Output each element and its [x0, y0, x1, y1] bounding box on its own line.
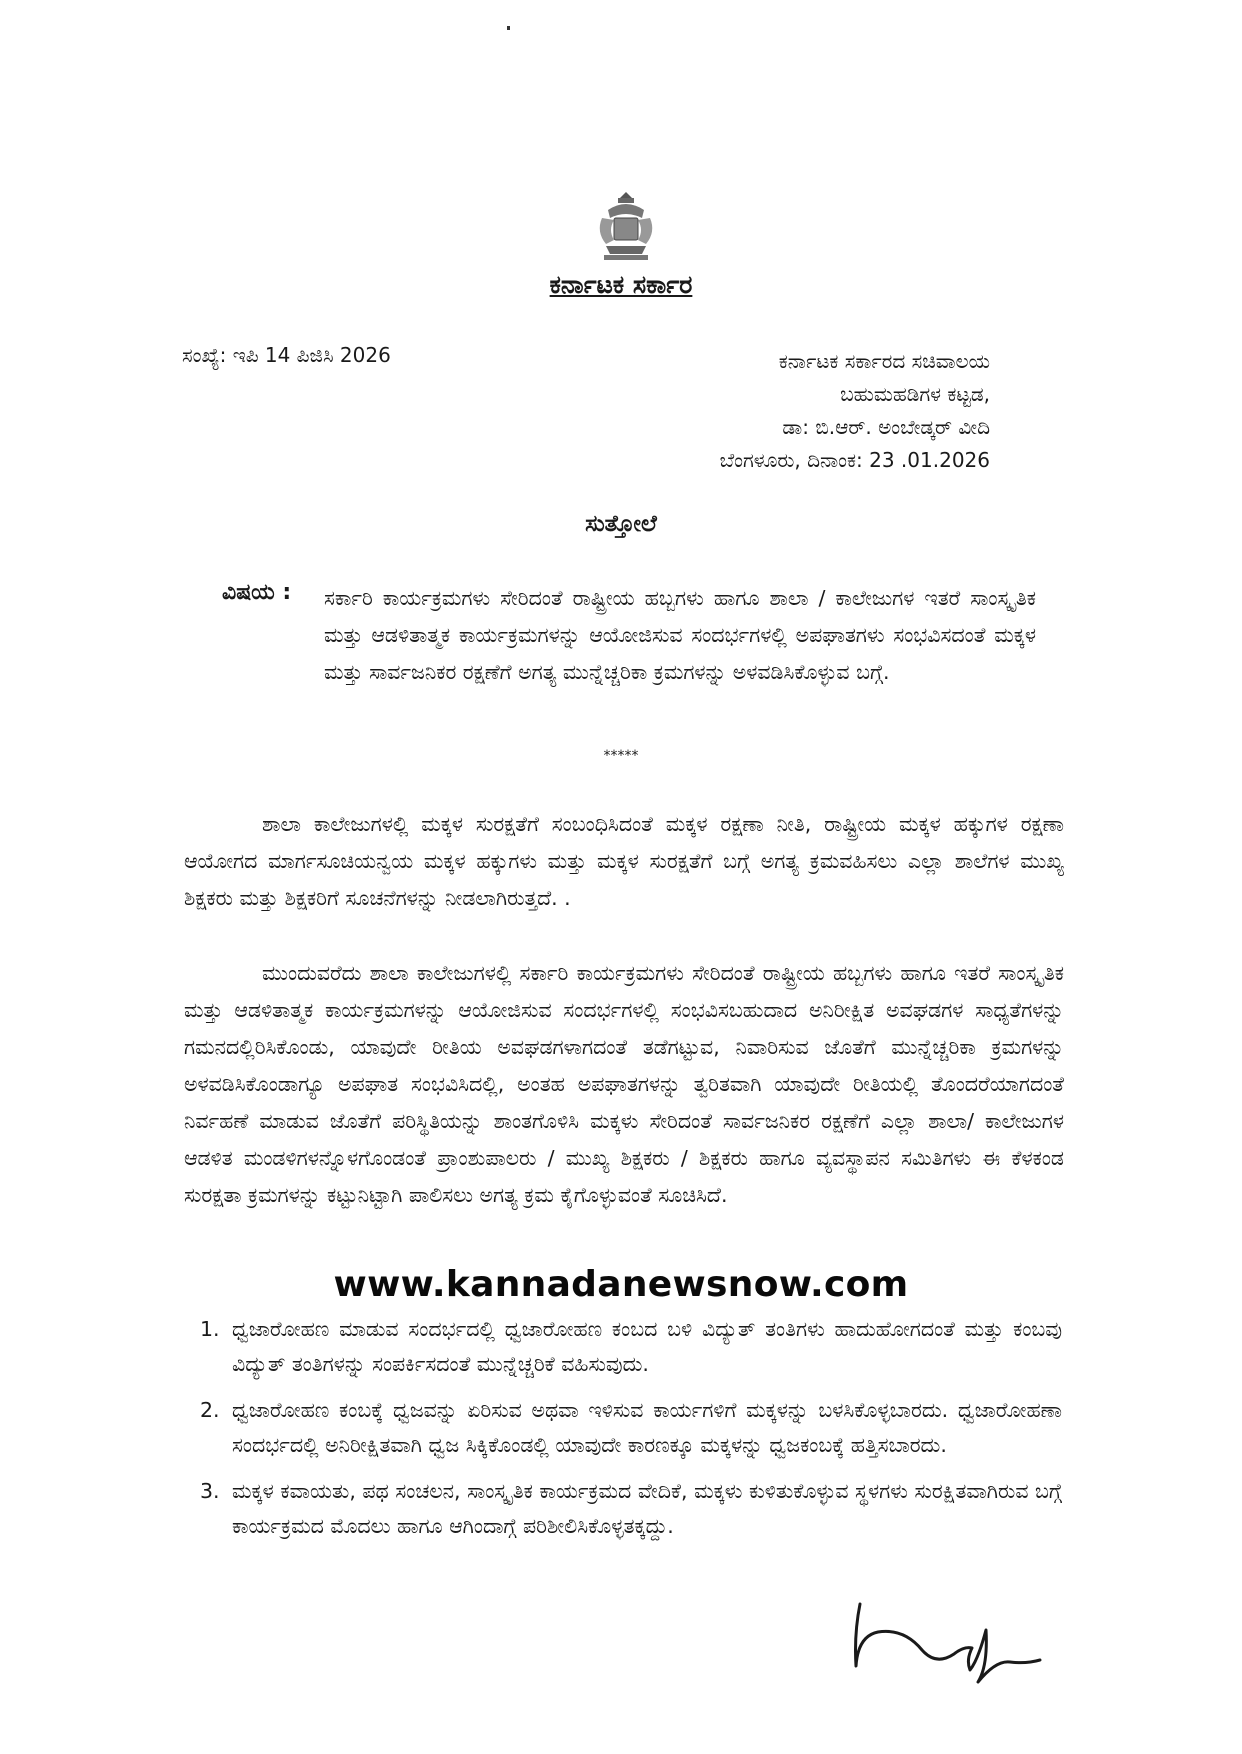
circular-title: ಸುತ್ತೋಲೆ: [585, 511, 657, 537]
subject-label: ವಿಷಯ :: [222, 580, 292, 605]
list-item-number: 2.: [200, 1398, 220, 1422]
state-emblem-icon: [586, 186, 666, 266]
instruction-list: [200, 1312, 1062, 1555]
list-item: [200, 1474, 1062, 1544]
body-paragraph-1: ಶಾಲಾ ಕಾಲೇಜುಗಳಲ್ಲಿ ಮಕ್ಕಳ ಸುರಕ್ಷತೆಗೆ ಸಂಬಂಧಿಸಿದಂತೆ ಮಕ್ಕಳ ರಕ್ಷಣಾ ನೀತಿ, ರಾಷ್ಟ್ರೀಯ ಮಕ್ಕಳ ಹಕ್ಕುಗಳ ರಕ್ಷಣಾ ಆಯೋಗದ ಮಾರ್ಗಸೂಚಿಯನ್ವಯ ಮಕ್ಕಳ ಹಕ್ಕುಗಳು ಮತ್ತು ಮಕ್ಕಳ ಸುರಕ್ಷತೆಗೆ ಬಗ್ಗೆ ಅಗತ್ಯ ಕ್ರಮವಹಿಸಲು ಎಲ್ಲಾ ಶಾಲೆಗಳ ಮುಖ್ಯ ಶಿಕ್ಷಕರು ಮತ್ತು ಶಿಕ್ಷಕರಿಗೆ ಸೂಚನೆಗಳನ್ನು ನೀಡಲಾಗಿರುತ್ತದೆ. .: [184, 812, 1064, 910]
address-line-2: ಬಹುಮಹಡಿಗಳ ಕಟ್ಟಡ,: [840, 382, 990, 406]
list-item: [200, 1393, 1062, 1463]
list-item-text: ಧ್ವಜಾರೋಹಣ ಕಂಬಕ್ಕೆ ಧ್ವಜವನ್ನು ಏರಿಸುವ ಅಥವಾ ಇಳಿಸುವ ಕಾರ್ಯಗಳಿಗೆ ಮಕ್ಕಳನ್ನು ಬಳಸಿಕೊಳ್ಳಬಾರದು. ಧ್ವಜಾರೋಹಣಾ ಸಂದರ್ಭದಲ್ಲಿ ಅನಿರೀಕ್ಷಿತವಾಗಿ ಧ್ವಜ ಸಿಕ್ಕಿಕೊಂಡಲ್ಲಿ ಯಾವುದೇ ಕಾರಣಕ್ಕೂ ಮಕ್ಕಳನ್ನು ಧ್ವಜಕಂಬಕ್ಕೆ ಹತ್ತಿಸಬಾರದು.: [232, 1398, 1062, 1457]
list-item: [200, 1312, 1062, 1382]
address-line-1: ಕರ್ನಾಟಕ ಸರ್ಕಾರದ ಸಚಿವಾಲಯ: [778, 349, 990, 373]
list-item-number: 3.: [200, 1479, 220, 1503]
address-date-line: ಬೆಂಗಳೂರು, ದಿನಾಂಕ: 23 .01.2026: [719, 448, 990, 472]
office-address: [600, 345, 990, 477]
list-item-number: 1.: [200, 1317, 220, 1341]
government-title: ಕರ್ನಾಟಕ ಸರ್ಕಾರ: [549, 270, 693, 299]
subject-text: ಸರ್ಕಾರಿ ಕಾರ್ಯಕ್ರಮಗಳು ಸೇರಿದಂತೆ ರಾಷ್ಟ್ರೀಯ ಹಬ್ಬಗಳು ಹಾಗೂ ಶಾಲಾ / ಕಾಲೇಜುಗಳ ಇತರೆ ಸಾಂಸ್ಕೃತಿಕ ಮತ್ತು ಆಡಳಿತಾತ್ಮಕ ಕಾರ್ಯಕ್ರಮಗಳನ್ನು ಆಯೋಜಿಸುವ ಸಂದರ್ಭಗಳಲ್ಲಿ ಅಪಘಾತಗಳು ಸಂಭವಿಸದಂತೆ ಮಕ್ಕಳ ಮತ್ತು ಸಾರ್ವಜನಿಕರ ರಕ್ಷಣೆಗೆ ಅಗತ್ಯ ಮುನ್ನೆಚ್ಚರಿಕಾ ಕ್ರಮಗಳನ್ನು ಅಳವಡಿಸಿಕೊಳ್ಳುವ ಬಗ್ಗೆ.: [324, 586, 1036, 684]
website-watermark: www.kannadanewsnow.com: [333, 1264, 909, 1305]
section-separator: *****: [603, 748, 639, 764]
body-paragraph-2: ಮುಂದುವರೆದು ಶಾಲಾ ಕಾಲೇಜುಗಳಲ್ಲಿ ಸರ್ಕಾರಿ ಕಾರ್ಯಕ್ರಮಗಳು ಸೇರಿದಂತೆ ರಾಷ್ಟ್ರೀಯ ಹಬ್ಬಗಳು ಹಾಗೂ ಇತರೆ ಸಾಂಸ್ಕೃತಿಕ ಮತ್ತು ಆಡಳಿತಾತ್ಮಕ ಕಾರ್ಯಕ್ರಮಗಳನ್ನು ಆಯೋಜಿಸುವ ಸಂದರ್ಭಗಳಲ್ಲಿ ಸಂಭವಿಸಬಹುದಾದ ಅನಿರೀಕ್ಷಿತ ಅವಘಡಗಳ ಸಾಧ್ಯತೆಗಳನ್ನು ಗಮನದಲ್ಲಿರಿಸಿಕೊಂಡು, ಯಾವುದೇ ರೀತಿಯ ಅವಘಡಗಳಾಗದಂತೆ ತಡೆಗಟ್ಟುವ, ನಿವಾರಿಸುವ ಜೊತೆಗೆ ಮುನ್ನೆಚ್ಚರಿಕಾ ಕ್ರಮಗಳನ್ನು ಅಳವಡಿಸಿಕೊಂಡಾಗ್ಯೂ ಅಪಘಾತ ಸಂಭವಿಸಿದಲ್ಲಿ, ಅಂತಹ ಅಪಘಾತಗಳನ್ನು ತ್ವರಿತವಾಗಿ ಯಾವುದೇ ರೀತಿಯಲ್ಲಿ ತೊಂದರೆಯಾಗದಂತೆ ನಿರ್ವಹಣೆ ಮಾಡುವ ಜೊತೆಗೆ ಪರಿಸ್ಥಿತಿಯನ್ನು ಶಾಂತಗೊಳಿಸಿ ಮಕ್ಕಳು ಸೇರಿದಂತೆ ಸಾರ್ವಜನಿಕರ ರಕ್ಷಣೆಗೆ ಎಲ್ಲಾ ಶಾಲಾ/ ಕಾಲೇಜುಗಳ ಆಡಳಿತ ಮಂಡಳಿಗಳನ್ನೊಳಗೊಂಡಂತೆ ಪ್ರಾಂಶುಪಾಲರು / ಮುಖ್ಯ ಶಿಕ್ಷಕರು / ಶಿಕ್ಷಕರು ಹಾಗೂ ವ್ಯವಸ್ಥಾಪನ ಸಮಿತಿಗಳು ಈ ಕೆಳಕಂಡ ಸುರಕ್ಷತಾ ಕ್ರಮಗಳನ್ನು ಕಟ್ಟುನಿಟ್ಟಾಗಿ ಪಾಲಿಸಲು ಅಗತ್ಯ ಕ್ರಮ ಕೈಗೊಳ್ಳುವಂತೆ ಸೂಚಿಸಿದೆ.: [184, 961, 1064, 1207]
reference-number: ಸಂಖ್ಯೆ: ಇಪಿ 14 ಪಿಜಿಸಿ 2026: [182, 343, 391, 367]
signature-icon: [820, 1596, 1080, 1696]
address-line-3: ಡಾ: ಬಿ.ಆರ್. ಅಂಬೇಡ್ಕರ್ ವೀದಿ: [782, 415, 990, 439]
scan-dot: [507, 26, 510, 30]
list-item-text: ಧ್ವಜಾರೋಹಣ ಮಾಡುವ ಸಂದರ್ಭದಲ್ಲಿ ಧ್ವಜಾರೋಹಣ ಕಂಬದ ಬಳಿ ವಿದ್ಯುತ್ ತಂತಿಗಳು ಹಾದುಹೋಗದಂತೆ ಮತ್ತು ಕಂಬವು ವಿದ್ಯುತ್ ತಂತಿಗಳನ್ನು ಸಂಪರ್ಕಿಸದಂತೆ ಮುನ್ನೆಚ್ಚರಿಕೆ ವಹಿಸುವುದು.: [232, 1317, 1062, 1376]
list-item-text: ಮಕ್ಕಳ ಕವಾಯತು, ಪಥ ಸಂಚಲನ, ಸಾಂಸ್ಕೃತಿಕ ಕಾರ್ಯಕ್ರಮದ ವೇದಿಕೆ, ಮಕ್ಕಳು ಕುಳಿತುಕೊಳ್ಳುವ ಸ್ಥಳಗಳು ಸುರಕ್ಷಿತವಾಗಿರುವ ಬಗ್ಗೆ ಕಾರ್ಯಕ್ರಮದ ಮೊದಲು ಹಾಗೂ ಆಗಿಂದಾಗ್ಗೆ ಪರಿಶೀಲಿಸಿಕೊಳ್ಳತಕ್ಕದ್ದು.: [232, 1479, 1062, 1538]
